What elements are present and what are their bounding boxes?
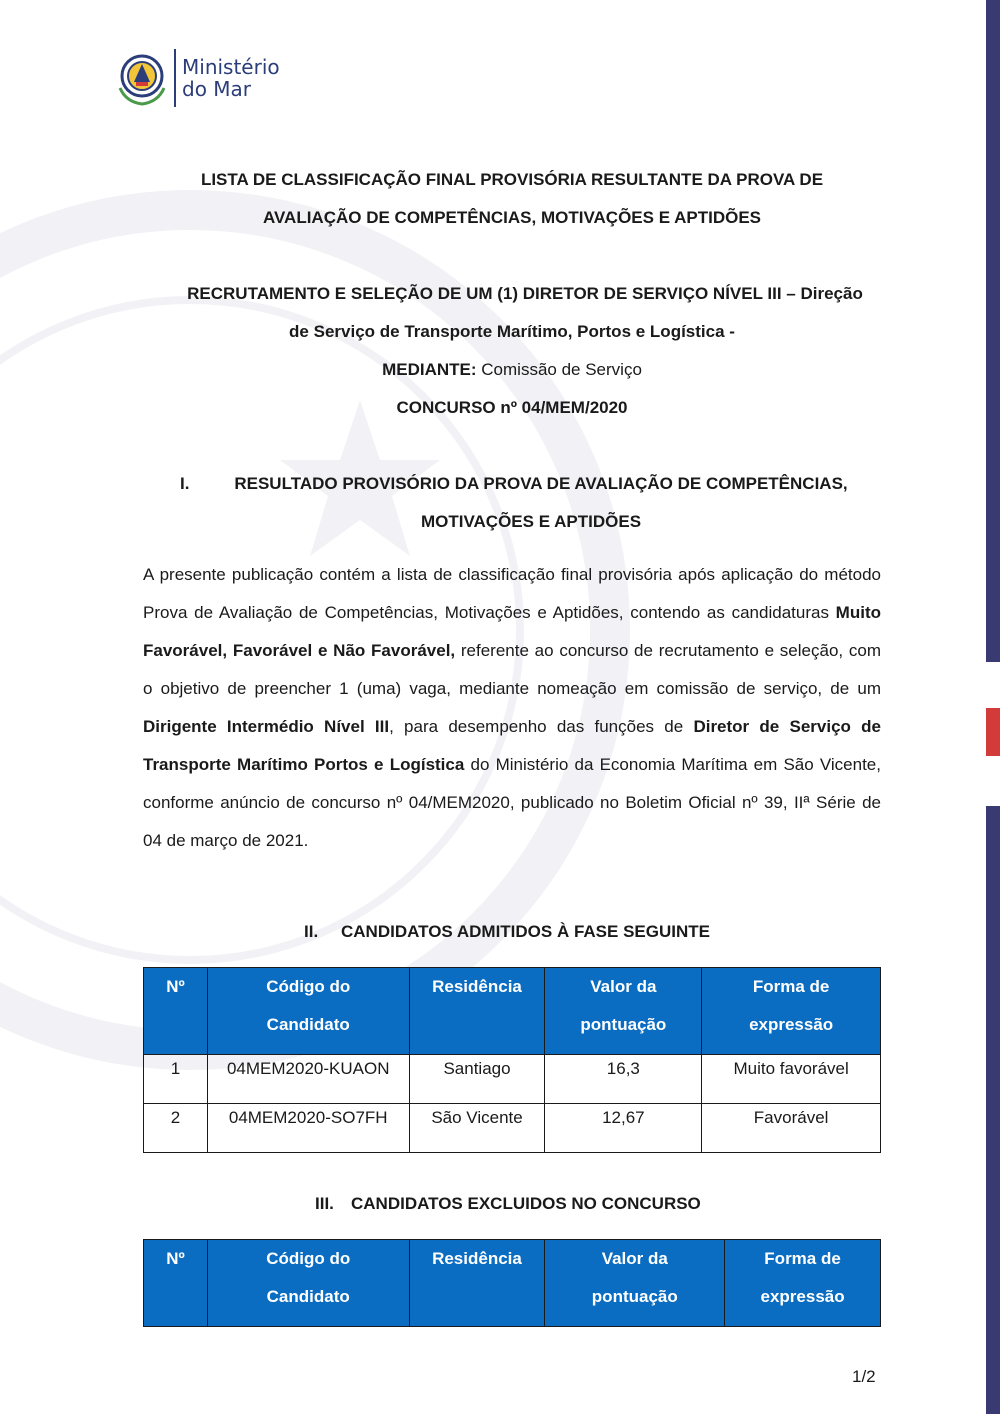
section-2-number: II. — [304, 922, 319, 941]
table-row — [144, 1055, 881, 1104]
col-header-code-line-1: Código do — [266, 1249, 351, 1268]
page-number: 1/2 — [852, 1367, 876, 1386]
edge-bar-navy-bottom — [986, 806, 1000, 1414]
coat-of-arms-icon — [112, 48, 168, 108]
admitted-candidates-table — [143, 967, 881, 1153]
cell-code: 04MEM2020-SO7FH — [207, 1104, 409, 1153]
paragraph-bold-2: Dirigente Intermédio Nível III — [143, 717, 390, 736]
paragraph-bold-3: Diretor de Serviço de Transporte Marítimo Portos e Logística — [143, 717, 881, 774]
ministry-logo — [112, 48, 280, 108]
col-header-number: Nº — [144, 1240, 208, 1327]
cell-residence: Santiago — [409, 1055, 545, 1104]
col-header-score — [545, 968, 702, 1055]
col-header-score-line-2: pontuação — [580, 1015, 667, 1034]
col-header-expression-line-1: Forma de — [752, 977, 830, 996]
col-header-expression-line-2: expressão — [749, 1015, 834, 1034]
col-header-code-line-2: Candidato — [266, 1015, 350, 1034]
logo-divider — [174, 49, 176, 107]
col-header-code — [207, 968, 409, 1055]
col-header-code — [207, 1240, 409, 1327]
col-header-score-line-1: Valor da — [601, 1249, 668, 1268]
cell-number: 2 — [144, 1104, 208, 1153]
cell-score: 12,67 — [545, 1104, 702, 1153]
mediante-value: Comissão de Serviço — [481, 360, 642, 379]
col-header-expression-line-2: expressão — [760, 1287, 845, 1306]
col-header-score-line-2: pontuação — [591, 1287, 678, 1306]
table-header-row — [144, 1240, 881, 1327]
cell-score: 16,3 — [545, 1055, 702, 1104]
paragraph-text-1: A presente publicação contém a lista de classificação final provisória após aplicação do método Prova de Avaliação de Competências, Motivações e Aptidões, contendo as candidaturas — [143, 565, 881, 622]
logo-line-2: do Mar — [182, 77, 252, 101]
paragraph-text-4: do Ministério da Economia Marítima em São Vicente, conforme anúncio de concurso nº 04/MEM2020, publicado no Boletim Oficial nº 39, IIª Série de 04 de março de 2021. — [143, 755, 881, 850]
cell-code: 04MEM2020-KUAON — [207, 1055, 409, 1104]
logo-text — [182, 56, 280, 100]
col-header-expression — [702, 968, 881, 1055]
section-3-title: CANDIDATOS EXCLUIDOS NO CONCURSO — [351, 1194, 701, 1213]
edge-bar-red — [986, 708, 1000, 756]
title-line-2: AVALIAÇÃO DE COMPETÊNCIAS, MOTIVAÇÕES E APTIDÕES — [262, 208, 762, 227]
concurso-number: CONCURSO nº 04/MEM/2020 — [396, 398, 628, 417]
paragraph-text-3: , para desempenho das funções de — [389, 717, 694, 736]
intro-paragraph — [143, 556, 881, 860]
col-header-score-line-1: Valor da — [590, 977, 657, 996]
cell-number: 1 — [144, 1055, 208, 1104]
section-1-number: I. — [180, 474, 190, 493]
table-row — [144, 1104, 881, 1153]
cell-residence: São Vicente — [409, 1104, 545, 1153]
col-header-number: Nº — [144, 968, 208, 1055]
paragraph-text-2: referente ao concurso de recrutamento e seleção, com o objetivo de preencher 1 (uma) vaga, mediante nomeação em comissão de serviço, de um — [143, 641, 881, 698]
table-header-row — [144, 968, 881, 1055]
subtitle-line-2: de Serviço de Transporte Marítimo, Portos e Logística - — [289, 322, 735, 341]
paragraph-bold-1: Muito Favorável, Favorável e Não Favorável, — [143, 603, 881, 660]
subtitle-line-1: RECRUTAMENTO E SELEÇÃO DE UM (1) DIRETOR DE SERVIÇO NÍVEL III – Direção — [187, 284, 863, 303]
cell-expression: Favorável — [702, 1104, 881, 1153]
col-header-expression — [725, 1240, 881, 1327]
logo-line-1: Ministério — [182, 55, 280, 79]
section-2-title: CANDIDATOS ADMITIDOS À FASE SEGUINTE — [341, 922, 710, 941]
mediante-line — [143, 360, 881, 380]
excluded-candidates-table — [143, 1239, 881, 1327]
cell-expression: Muito favorável — [702, 1055, 881, 1104]
edge-bar-navy-top — [986, 0, 1000, 662]
col-header-residence: Residência — [409, 1240, 545, 1327]
col-header-score — [545, 1240, 725, 1327]
title-line-1: LISTA DE CLASSIFICAÇÃO FINAL PROVISÓRIA RESULTANTE DA PROVA DE — [200, 170, 824, 189]
col-header-code-line-2: Candidato — [266, 1287, 350, 1306]
section-3-number: III. — [315, 1194, 334, 1213]
section-1-title-line-2: MOTIVAÇÕES E APTIDÕES — [420, 512, 642, 531]
section-1-title-line-1: RESULTADO PROVISÓRIO DA PROVA DE AVALIAÇÃO DE COMPETÊNCIAS, — [234, 474, 848, 493]
col-header-residence: Residência — [409, 968, 545, 1055]
col-header-code-line-1: Código do — [266, 977, 351, 996]
col-header-expression-line-1: Forma de — [764, 1249, 841, 1268]
mediante-label: MEDIANTE: — [382, 360, 477, 379]
